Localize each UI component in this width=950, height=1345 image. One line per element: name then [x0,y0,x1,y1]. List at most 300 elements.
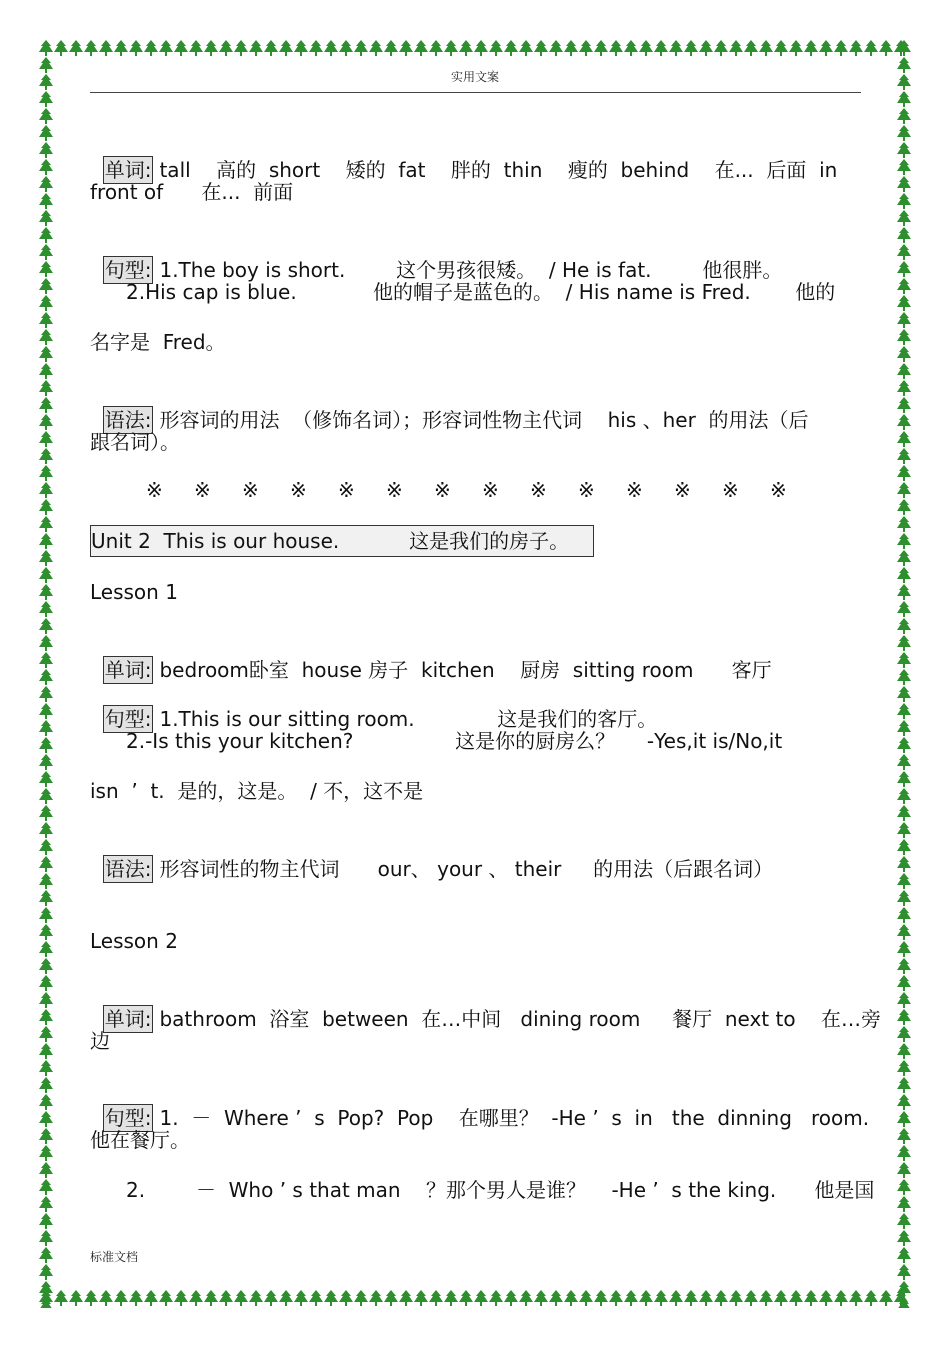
tree-icon [609,1290,623,1306]
tree-icon [897,805,911,821]
label-grammar: 语法: [104,857,152,881]
tree-icon [39,414,53,430]
tree-icon [114,1290,128,1306]
tree-icon [399,40,413,56]
tree-icon [414,40,428,56]
tree-icon [624,40,638,56]
tree-icon [897,720,911,736]
line-pattern-6: 2. － Who ’ s that man ？那个男人是谁？ -He ’ s the king. 他是国 [126,1178,875,1202]
tree-icon [39,720,53,736]
tree-icon [897,414,911,430]
line-text: 形容词性的物主代词 our、 your 、 their 的用法（后跟名词） [159,857,774,881]
tree-icon [39,550,53,566]
tree-icon [549,40,563,56]
tree-icon [714,1290,728,1306]
tree-icon [897,737,911,753]
line-text: 1. － Where ’ s Pop? Pop 在哪里？ -He ’ s in the dinning room. [159,1106,870,1130]
label-pattern: 句型: [104,1106,152,1130]
tree-icon [129,1290,143,1306]
tree-icon [897,1077,911,1093]
tree-icon [897,669,911,685]
tree-icon [897,210,911,226]
tree-icon [834,1290,848,1306]
tree-icon [99,40,113,56]
divider-symbol: ※ [242,478,259,502]
divider-symbol: ※ [338,478,355,502]
tree-icon [897,856,911,872]
tree-icon [39,1094,53,1110]
tree-icon [204,40,218,56]
tree-icon [849,40,863,56]
tree-icon [864,1290,878,1306]
tree-icon [864,40,878,56]
tree-icon [684,1290,698,1306]
tree-icon [897,975,911,991]
tree-icon [264,40,278,56]
divider-symbol: ※ [386,478,403,502]
tree-icon [189,1290,203,1306]
tree-icon [444,1290,458,1306]
tree-border-left [36,38,56,1308]
tree-icon [39,108,53,124]
tree-icon [897,1264,911,1280]
tree-icon [897,567,911,583]
tree-icon [39,1077,53,1093]
tree-icon [897,1162,911,1178]
tree-icon [39,1230,53,1246]
tree-icon [624,1290,638,1306]
unit-title-box: Unit 2 This is our house. 这是我们的房子。 [90,525,594,557]
tree-icon [39,91,53,107]
tree-icon [39,1026,53,1042]
tree-icon [897,1094,911,1110]
tree-icon [789,40,803,56]
tree-icon [39,992,53,1008]
tree-icon [354,1290,368,1306]
tree-icon [39,754,53,770]
lesson-1-heading: Lesson 1 [90,580,178,604]
tree-icon [39,380,53,396]
tree-icon [897,499,911,515]
tree-icon [39,584,53,600]
tree-icon [129,40,143,56]
divider-symbol: ※ [722,478,739,502]
tree-icon [39,890,53,906]
tree-icon [897,839,911,855]
tree-icon [159,1290,173,1306]
tree-icon [759,1290,773,1306]
tree-icon [654,40,668,56]
tree-icon [897,890,911,906]
tree-icon [39,1162,53,1178]
tree-icon [39,1060,53,1076]
tree-icon [39,975,53,991]
tree-icon [897,1145,911,1161]
tree-icon [249,1290,263,1306]
tree-icon [897,601,911,617]
tree-icon [684,40,698,56]
tree-icon [39,142,53,158]
tree-icon [897,244,911,260]
tree-icon [834,40,848,56]
label-vocab: 单词: [104,158,152,182]
tree-icon [234,1290,248,1306]
tree-icon [39,1145,53,1161]
tree-icon [39,737,53,753]
tree-icon [897,873,911,889]
divider-symbol: ※ [482,478,499,502]
line-text: 1.The boy is short. 这个男孩很矮。 / He is fat. 他很胖。 [159,258,783,282]
tree-border-right [894,38,914,1308]
tree-icon [39,1298,53,1308]
tree-icon [639,40,653,56]
tree-icon [669,1290,683,1306]
tree-icon [897,584,911,600]
tree-icon [39,567,53,583]
tree-icon [897,125,911,141]
tree-icon [609,40,623,56]
tree-icon [699,40,713,56]
line-pattern-3 [90,677,658,731]
tree-icon [39,431,53,447]
tree-icon [474,1290,488,1306]
tree-icon [897,1060,911,1076]
tree-icon [39,227,53,243]
tree-icon [459,40,473,56]
tree-icon [534,1290,548,1306]
tree-icon [39,907,53,923]
tree-icon [897,550,911,566]
tree-icon [897,278,911,294]
tree-icon [294,1290,308,1306]
divider-symbol: ※ [194,478,211,502]
tree-icon [159,40,173,56]
tree-icon [39,1281,53,1297]
label-pattern: 句型: [104,707,152,731]
tree-icon [39,346,53,362]
tree-icon [897,992,911,1008]
tree-icon [699,1290,713,1306]
tree-icon [774,1290,788,1306]
tree-icon [39,635,53,651]
line-text: bathroom 浴室 between 在…中间 dining room 餐厅 next to 在…旁 [159,1007,882,1031]
tree-icon [549,1290,563,1306]
tree-icon [729,40,743,56]
tree-icon [897,159,911,175]
tree-icon [39,924,53,940]
tree-icon [897,618,911,634]
line-vocab-3-cont: 边 [90,1029,110,1053]
tree-icon [39,210,53,226]
tree-icon [39,839,53,855]
line-pattern-4: 2.-Is this your kitchen? 这是你的厨房么？ -Yes,it is/No,it [126,729,783,753]
tree-icon [39,516,53,532]
tree-icon [897,1213,911,1229]
tree-icon [897,941,911,957]
tree-icon [144,40,158,56]
tree-icon [54,1290,68,1306]
tree-icon [39,958,53,974]
tree-icon [804,1290,818,1306]
tree-icon [39,941,53,957]
tree-icon [714,40,728,56]
tree-icon [39,363,53,379]
tree-icon [897,1196,911,1212]
tree-icon [39,244,53,260]
tree-icon [414,1290,428,1306]
tree-icon [39,312,53,328]
line-grammar-1-cont: 跟名词）。 [90,430,180,454]
tree-icon [639,1290,653,1306]
tree-icon [99,1290,113,1306]
tree-icon [39,261,53,277]
tree-icon [879,1290,893,1306]
tree-icon [189,40,203,56]
tree-icon [39,499,53,515]
tree-icon [897,822,911,838]
tree-icon [897,1009,911,1025]
divider-symbol: ※ [434,478,451,502]
tree-icon [897,142,911,158]
tree-icon [519,40,533,56]
tree-icon [459,1290,473,1306]
tree-icon [897,91,911,107]
tree-icon [897,788,911,804]
divider-symbol: ※ [770,478,787,502]
line-grammar-1 [90,378,809,432]
tree-icon [39,176,53,192]
tree-icon [39,822,53,838]
tree-icon [39,686,53,702]
tree-icon [897,346,911,362]
tree-icon [489,40,503,56]
tree-icon [39,601,53,617]
tree-icon [309,1290,323,1306]
tree-icon [279,40,293,56]
tree-icon [897,771,911,787]
lesson-2-heading: Lesson 2 [90,929,178,953]
tree-icon [39,652,53,668]
tree-icon [774,40,788,56]
line-pattern-2-cont: 名字是 Fred。 [90,330,226,354]
line-text: bedroom卧室 house 房子 kitchen 厨房 sitting room 客厅 [159,658,772,682]
tree-icon [219,40,233,56]
tree-icon [594,1290,608,1306]
tree-icon [897,1043,911,1059]
tree-icon [39,1264,53,1280]
tree-icon [264,1290,278,1306]
tree-icon [897,1026,911,1042]
tree-icon [744,1290,758,1306]
tree-icon [534,40,548,56]
tree-icon [897,516,911,532]
tree-icon [897,397,911,413]
footer-text: 标准文档 [90,1250,139,1264]
tree-icon [339,1290,353,1306]
label-vocab: 单词: [104,1007,152,1031]
tree-icon [39,448,53,464]
tree-icon [39,1213,53,1229]
line-grammar-2 [90,827,774,881]
tree-border-top [38,38,912,58]
tree-icon [474,40,488,56]
tree-icon [429,40,443,56]
line-vocab-2 [90,628,772,682]
line-pattern-1 [90,228,783,282]
tree-icon [39,1179,53,1195]
tree-icon [849,1290,863,1306]
tree-icon [39,618,53,634]
tree-icon [39,125,53,141]
tree-icon [339,40,353,56]
tree-icon [204,1290,218,1306]
tree-icon [654,1290,668,1306]
tree-icon [384,1290,398,1306]
divider-symbol: ※ [530,478,547,502]
tree-icon [39,397,53,413]
tree-icon [897,1247,911,1263]
divider-symbol: ※ [146,478,163,502]
tree-icon [897,958,911,974]
tree-icon [897,193,911,209]
tree-icon [249,40,263,56]
tree-icon [729,1290,743,1306]
tree-icon [897,1111,911,1127]
tree-icon [39,788,53,804]
tree-icon [897,754,911,770]
tree-icon [897,482,911,498]
line-pattern-4-cont: isn ’ t. 是的，这是。 / 不，这不是 [90,779,424,803]
tree-icon [39,703,53,719]
tree-icon [369,40,383,56]
tree-icon [174,1290,188,1306]
tree-icon [369,1290,383,1306]
tree-icon [759,40,773,56]
tree-icon [489,1290,503,1306]
tree-icon [39,40,53,56]
tree-icon [174,40,188,56]
tree-icon [39,771,53,787]
tree-icon [579,1290,593,1306]
line-text: tall 高的 short 矮的 fat 胖的 thin 瘦的 behind 在... 后面 in [159,158,838,182]
label-pattern: 句型: [104,258,152,282]
line-vocab-1 [90,128,838,182]
tree-icon [39,1128,53,1144]
tree-icon [39,482,53,498]
tree-icon [39,856,53,872]
tree-icon [897,108,911,124]
tree-icon [39,159,53,175]
tree-icon [144,1290,158,1306]
label-vocab: 单词: [104,658,152,682]
tree-icon [39,873,53,889]
tree-icon [897,1230,911,1246]
tree-icon [897,261,911,277]
tree-icon [564,1290,578,1306]
tree-icon [897,1298,911,1308]
tree-icon [39,805,53,821]
tree-icon [39,193,53,209]
tree-icon [444,40,458,56]
tree-icon [897,329,911,345]
tree-icon [384,40,398,56]
divider-symbol: ※ [674,478,691,502]
tree-icon [879,40,893,56]
tree-icon [39,295,53,311]
tree-border-bottom [38,1288,912,1308]
tree-icon [114,40,128,56]
line-vocab-3 [90,977,882,1031]
tree-icon [897,652,911,668]
tree-icon [39,465,53,481]
tree-icon [39,533,53,549]
tree-icon [324,1290,338,1306]
tree-icon [279,1290,293,1306]
tree-icon [294,40,308,56]
tree-icon [897,635,911,651]
line-vocab-1-cont: front of 在... 前面 [90,180,294,204]
line-pattern-5-cont: 他在餐厅。 [90,1128,190,1152]
tree-icon [897,363,911,379]
line-pattern-5 [90,1076,870,1130]
tree-icon [504,1290,518,1306]
divider-symbol: ※ [626,478,643,502]
tree-icon [39,1009,53,1025]
tree-icon [897,1128,911,1144]
tree-icon [897,448,911,464]
tree-icon [39,278,53,294]
tree-icon [897,703,911,719]
tree-icon [897,907,911,923]
tree-icon [897,227,911,243]
tree-icon [69,1290,83,1306]
tree-icon [354,40,368,56]
tree-icon [819,1290,833,1306]
tree-icon [897,431,911,447]
tree-icon [234,40,248,56]
tree-icon [309,40,323,56]
tree-icon [84,40,98,56]
header-rule [90,92,861,93]
tree-icon [789,1290,803,1306]
line-text: 形容词的用法 （修饰名词）；形容词性物主代词 his 、her 的用法（后 [159,408,809,432]
tree-icon [897,1179,911,1195]
tree-icon [39,329,53,345]
divider-symbol: ※ [578,478,595,502]
tree-icon [84,1290,98,1306]
tree-icon [39,1111,53,1127]
tree-icon [897,312,911,328]
tree-icon [744,40,758,56]
tree-icon [39,1043,53,1059]
tree-icon [897,533,911,549]
label-grammar: 语法: [104,408,152,432]
tree-icon [669,40,683,56]
tree-icon [819,40,833,56]
tree-icon [39,1196,53,1212]
tree-icon [504,40,518,56]
tree-icon [897,40,911,56]
tree-icon [594,40,608,56]
tree-icon [564,40,578,56]
line-pattern-2: 2.His cap is blue. 他的帽子是蓝色的。 / His name is Fred. 他的 [126,280,836,304]
tree-icon [54,40,68,56]
tree-icon [39,669,53,685]
tree-icon [897,295,911,311]
tree-icon [219,1290,233,1306]
tree-icon [897,465,911,481]
tree-icon [897,924,911,940]
